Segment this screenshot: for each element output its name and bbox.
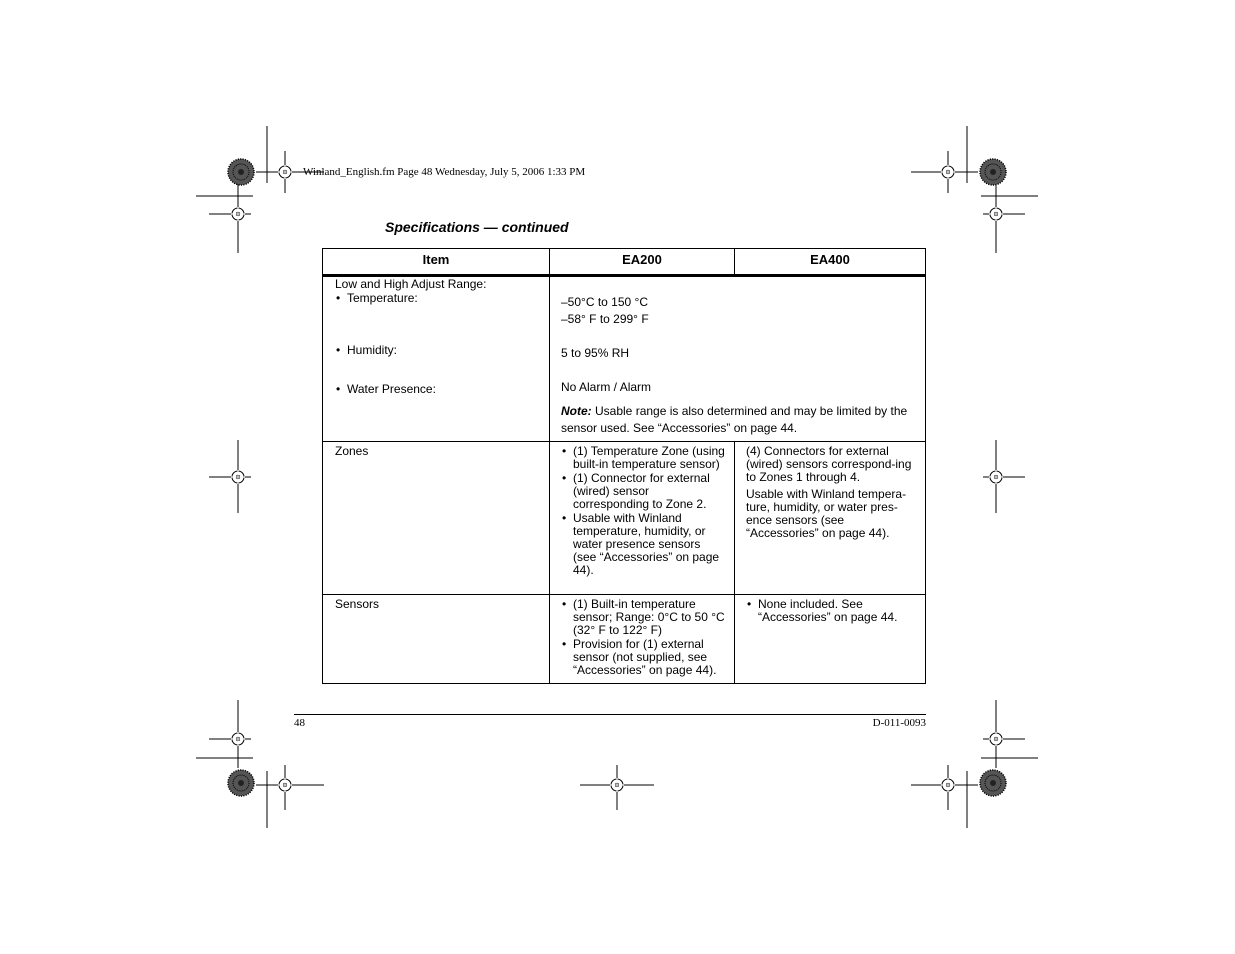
specifications-table (322, 248, 926, 684)
ea200-zones-list (561, 445, 726, 577)
ea400-zones-connectors: (4) Connectors for external (wired) sensors correspond-ing to Zones 1 through 4. (746, 444, 912, 484)
column-divider (549, 249, 550, 683)
water-presence-item (335, 383, 545, 396)
section-title: Specifications — continued (385, 219, 569, 235)
list-item: • (1) Connector for external (wired) sensor corresponding to Zone 2. (561, 472, 726, 511)
column-divider (734, 441, 735, 683)
list-item: • None included. See “Accessories” on page 44. (746, 598, 916, 624)
list-item: • (1) Temperature Zone (using built-in temperature sensor) (561, 445, 726, 471)
row-divider (323, 441, 925, 442)
temperature-range-fahrenheit: –58° F to 299° F (561, 312, 649, 326)
temperature-item (335, 292, 545, 305)
header-ea400: EA400 (810, 252, 850, 267)
water-presence-range: No Alarm / Alarm (561, 380, 652, 394)
ea400-sensors-list (746, 598, 916, 624)
ea400-zones-sensors: Usable with Winland tempera-ture, humidity, or water pres-ence sensors (see “Accessories” on page 44). (746, 487, 907, 540)
list-item: • Humidity: (335, 344, 545, 357)
document-id: D-011-0093 (872, 717, 926, 729)
list-item: • Provision for (1) external sensor (not supplied, see “Accessories” on page 44). (561, 638, 726, 677)
list-item: • (1) Built-in temperature sensor; Range: 0°C to 50 °C (32° F to 122° F) (561, 598, 726, 637)
temperature-range-celsius: –50°C to 150 °C (561, 295, 648, 309)
page-number: 48 (294, 717, 305, 729)
footer-rule (294, 714, 926, 715)
humidity-item (335, 344, 545, 357)
sensors-label: Sensors (335, 597, 380, 611)
header-ea200: EA200 (622, 252, 662, 267)
ea200-sensors-list (561, 598, 726, 677)
header-item: Item (422, 252, 450, 267)
list-item: • Temperature: (335, 292, 545, 305)
zones-label: Zones (335, 444, 369, 458)
file-info-header: Winland_English.fm Page 48 Wednesday, July 5, 2006 1:33 PM (303, 166, 586, 178)
humidity-range: 5 to 95% RH (561, 346, 630, 360)
list-item: • Usable with Winland temperature, humidity, or water presence sensors (see “Accessories” on page 44). (561, 512, 726, 577)
note-label: Note: (561, 404, 592, 418)
note-text: Usable range is also determined and may be limited by the sensor used. See “Accessories” on page 44. (561, 404, 908, 435)
range-note (561, 403, 913, 437)
row-divider (323, 594, 925, 595)
adjust-range-label: Low and High Adjust Range: (335, 277, 487, 291)
list-item: • Water Presence: (335, 383, 545, 396)
ea400-zones (746, 445, 916, 540)
